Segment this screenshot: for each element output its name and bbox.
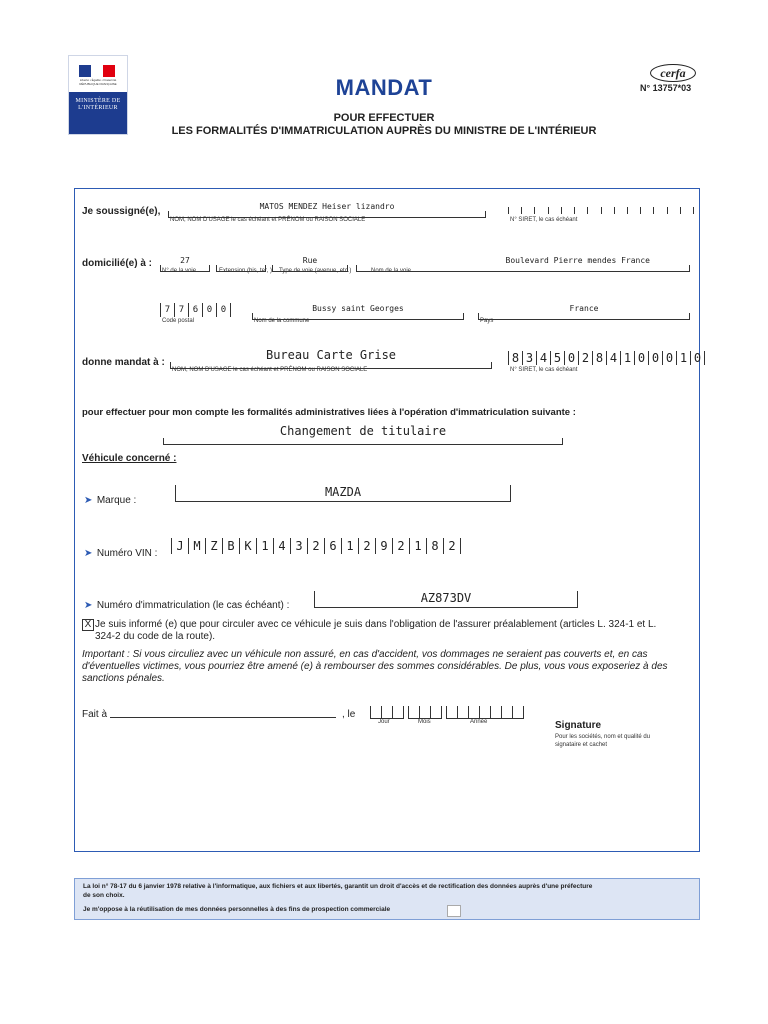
vin-char: 9 <box>375 538 392 554</box>
vin-char: 2 <box>392 538 409 554</box>
pays-field[interactable] <box>478 304 690 320</box>
mandat-value: Bureau Carte Grise <box>265 348 397 362</box>
code-postal-char: 0 <box>202 303 216 317</box>
checkbox-mark: X <box>84 619 92 630</box>
siret-char: 4 <box>606 351 620 365</box>
soussigne-caption: NOM, NOM D'USAGE le cas échéant et PRÉNOM ou RAISON SOCIALE <box>170 217 366 223</box>
vin-char: 1 <box>341 538 358 554</box>
footer-line-3: Je m'oppose à la réutilisation de mes données personnelles à des fins de prospection commerciale <box>83 906 391 913</box>
vin-char: 1 <box>409 538 426 554</box>
caption-code-postal: Code postal <box>162 318 195 324</box>
mois-field[interactable] <box>408 706 442 719</box>
footer-line-1: La loi n° 78-17 du 6 janvier 1978 relative à l'informatique, aux fichiers et aux libertés, garantit un droit d'accès et de rectification des données auprès d'une préfecture <box>83 883 593 890</box>
jour-field[interactable] <box>370 706 404 719</box>
operation-value: Changement de titulaire <box>279 424 447 438</box>
siret-char: 0 <box>648 351 662 365</box>
signature-label: Signature <box>555 720 602 731</box>
jour-caption: Jour <box>378 719 390 725</box>
siret-char: 3 <box>522 351 536 365</box>
logo-text: MINISTÈRE DE L'INTÉRIEUR <box>69 92 127 134</box>
vin-label: Numéro VIN : <box>96 548 158 559</box>
annee-caption: Année <box>470 719 488 725</box>
vin-field[interactable] <box>171 538 461 554</box>
arrow-icon: ➤ <box>84 495 93 506</box>
siret-char: 0 <box>634 351 648 365</box>
mois-caption: Mois <box>418 719 431 725</box>
caption-nom-voie: Nom de la voie <box>371 268 412 274</box>
vin-char: 6 <box>324 538 341 554</box>
subtitle-line-2: LES FORMALITÉS D'IMMATRICULATION AUPRÈS DU MINISTRE DE L'INTÉRIEUR <box>171 125 597 137</box>
code-postal-char: 7 <box>174 303 188 317</box>
siret-char: 0 <box>690 351 705 365</box>
code-postal-char: 7 <box>160 303 174 317</box>
le-label: , le <box>342 709 356 720</box>
vin-char: J <box>171 538 188 554</box>
arrow-icon: ➤ <box>84 600 93 611</box>
cerfa-number: N° 13757*03 <box>640 83 692 93</box>
siret-char: 4 <box>536 351 550 365</box>
pays-value: France <box>569 304 599 313</box>
vin-char: 1 <box>256 538 273 554</box>
opt-out-checkbox[interactable] <box>447 905 461 917</box>
arrow-icon: ➤ <box>84 548 93 559</box>
vin-char: 3 <box>290 538 307 554</box>
info-line-2: 324-2 du code de la route). <box>95 631 216 642</box>
siret-char: 2 <box>578 351 592 365</box>
siret-char: 0 <box>662 351 676 365</box>
annee-field[interactable] <box>446 706 524 719</box>
operation-label: pour effectuer pour mon compte les formalités administratives liées à l'opération d'immatriculation suivante : <box>82 407 576 418</box>
info-line-1: Je suis informé (e) que pour circuler avec ce véhicule je suis dans l'obligation de l'assurer préalablement (articles L. 324-1 et L. <box>95 619 657 630</box>
vin-row <box>84 543 157 561</box>
vin-char: M <box>188 538 205 554</box>
immat-row <box>84 595 289 613</box>
important-line-1: Important : Si vous circuliez avec un véhicule non assuré, en cas d'accident, vos dommages ne seraient pas couverts et, en cas <box>82 649 648 660</box>
vin-char: 2 <box>443 538 461 554</box>
marque-value: MAZDA <box>324 485 362 499</box>
marque-row <box>84 490 136 508</box>
domicile-label: domicilié(e) à : <box>82 258 153 269</box>
code-postal-char: 0 <box>216 303 231 317</box>
caption-voie: N° de la voie <box>162 268 197 274</box>
soussigne-value: MATOS MENDEZ Heiser lizandro <box>259 202 395 211</box>
cerfa-logo: cerfa <box>650 64 696 82</box>
vin-char: 2 <box>307 538 324 554</box>
mandat-form <box>74 188 700 852</box>
commune-value: Bussy saint Georges <box>312 304 404 313</box>
mandat-field[interactable] <box>170 348 492 369</box>
marque-label: Marque : <box>96 495 137 506</box>
soussigne-field[interactable] <box>168 202 486 218</box>
immat-label: Numéro d'immatriculation (le cas échéant) : <box>96 600 290 611</box>
fait-label: Fait à <box>82 709 108 720</box>
siret-char: 1 <box>676 351 690 365</box>
soussigne-siret-field[interactable] <box>508 207 694 214</box>
caption-type-voie: Type de voie (avenue, etc.) <box>279 268 352 274</box>
vin-char: 8 <box>426 538 443 554</box>
mandat-siret-caption: N° SIRET, le cas échéant <box>510 367 578 373</box>
caption-commune: Nom de la commune <box>254 318 310 324</box>
voie-num-value: 27 <box>180 256 190 265</box>
voie-nom-value: Boulevard Pierre mendes France <box>505 256 650 265</box>
insurance-checkbox[interactable] <box>82 619 94 631</box>
mandat-siret-field[interactable] <box>508 351 705 365</box>
vin-char: K <box>239 538 256 554</box>
marque-field[interactable] <box>175 485 511 502</box>
immat-field[interactable] <box>314 591 578 608</box>
footer-notice <box>74 878 700 920</box>
mandat-label: donne mandat à : <box>82 357 165 368</box>
caption-pays: Pays <box>480 318 494 324</box>
vehicule-label: Véhicule concerné : <box>82 453 177 464</box>
immat-value: AZ873DV <box>420 591 472 605</box>
vin-char: 2 <box>358 538 375 554</box>
logo-motto: Liberté • Égalité • Fraternité RÉPUBLIQUE FRANÇAISE <box>79 78 117 86</box>
operation-field[interactable] <box>163 424 563 445</box>
vin-char: 4 <box>273 538 290 554</box>
siret-char: 8 <box>592 351 606 365</box>
voie-type-value: Rue <box>302 256 318 265</box>
siret-char: 5 <box>550 351 564 365</box>
siret-char: 1 <box>620 351 634 365</box>
signature-note: Pour les sociétés, nom et qualité du signataire et cachet <box>555 734 651 748</box>
mandat-caption: NOM, NOM D'USAGE le cas échéant et PRÉNOM ou RAISON SOCIALE <box>172 367 368 373</box>
important-line-2: d'éventuelles victimes, vous pourriez être amené (e) à rembourser des sommes considérables. De plus, vous vous exposeriez à des <box>82 661 668 672</box>
code-postal-field[interactable] <box>160 303 231 317</box>
code-postal-char: 6 <box>188 303 202 317</box>
siret-char: 0 <box>564 351 578 365</box>
fait-field[interactable] <box>110 717 336 718</box>
soussigne-label: Je soussigné(e), <box>82 206 161 217</box>
siret-char: 8 <box>508 351 522 365</box>
subtitle-line-1: POUR EFFECTUER <box>333 112 435 124</box>
footer-line-2: de son choix. <box>83 892 125 899</box>
soussigne-siret-caption: N° SIRET, le cas échéant <box>510 217 578 223</box>
vin-char: Z <box>205 538 222 554</box>
page-title: MANDAT <box>335 75 433 100</box>
important-line-3: sanctions pénales. <box>82 673 165 684</box>
vin-char: B <box>222 538 239 554</box>
caption-extension: Extension (bis, ter, ) <box>219 268 273 274</box>
